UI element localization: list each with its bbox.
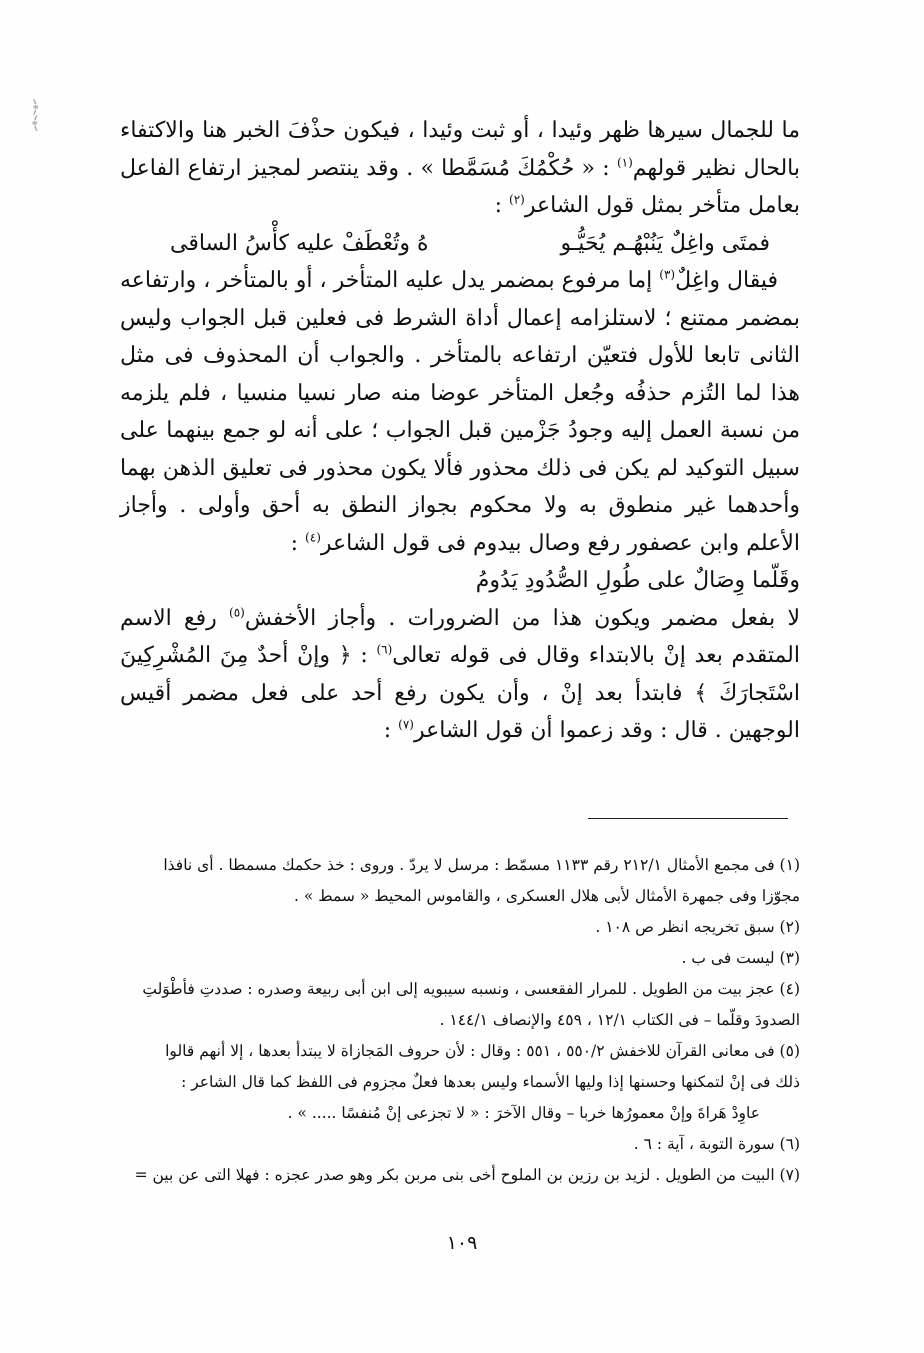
footnote-4: (٤) عجز بيت من الطويل . للمرار الفقعسى ، ونسبه سيبويه إلى ابن أبى ربيعة وصدره : صددتِ فأطْوَلتِ — [142, 980, 800, 998]
footnote-1: (١) فى مجمع الأمثال ٢١٢/١ رقم ١١٣٣ مسمّط : مرسل لا يردّ . وروى : خذ حكمك مسمطا . أى نافذا — [163, 856, 800, 874]
margin-mark: ﴿ ﴾ — [30, 97, 41, 134]
paragraph-3: لا بفعل مضمر ويكون هذا من الضرورات . وأجاز الأخفش$^{(٥)}$ رفع الاسم المتقدم بعد إنْ بالابتداء وقال فى قوله تعالى$^{(٦)}$ : ﴿ وإنْ أحدٌ مِنَ المُشْرِكِينَ اسْتَجارَكَ ﴾ فابتدأ بعد إنْ ، وأن يكون رفع أحد على فعل مضمر أقيس الوجهين . قال : وقد زعموا أن قول الشاعر$^{(٧)}$ : — [120, 605, 801, 743]
verse-1 — [120, 225, 800, 263]
footnote-ref-4[interactable]: (٤) — [305, 530, 321, 545]
footnote-ref-1[interactable]: (١) — [616, 155, 633, 170]
footnote-ref-6[interactable]: (٦) — [376, 642, 393, 657]
footnote-divider — [588, 818, 788, 819]
page-number: ١٠٩ — [446, 1232, 478, 1254]
footnote-5-cont: ذلك فى إنْ لتمكنها وحسنها إذا وليها الأسماء وليس بعدها فعلٌ مجزوم فى اللفظ كما قال الشاعر : — [181, 1073, 800, 1091]
footnote-ref-7[interactable]: (٧) — [398, 717, 414, 732]
footnote-1-cont: مجوّزا وفى جمهرة الأمثال لأبى هلال العسكرى ، والقاموس المحيط « سمط » . — [293, 887, 800, 905]
footnote-ref-5[interactable]: (٥) — [229, 605, 245, 620]
verse-1-second-hemistich: هُ وتُعْطَفْ عليه كأْسُ الساقى — [170, 230, 429, 256]
footnote-3: (٣) ليست فى ب . — [681, 949, 800, 967]
footnotes — [120, 850, 800, 1191]
footnote-ref-2[interactable]: (٢) — [509, 192, 525, 207]
footnote-ref-3[interactable]: (٣) — [659, 267, 676, 282]
main-text — [120, 112, 800, 750]
footnote-4-cont: الصدودَ وقلّما – فى الكتاب ١٢/١ ، ٤٥٩ والإنصاف ١٤٤/١ . — [439, 1011, 800, 1029]
verse-1-first-hemistich: فمتَى واغِلٌ يَنُبْهُـم يُحَيُّـو — [560, 230, 770, 256]
paragraph-2: فيقال واغِلٌ$^{(٣)}$ إما مرفوع بمضمر يدل عليه المتأخر ، أو بالمتأخر ، وارتفاعه بمضمر ممتنع ؛ لاستلزامه إعمال أداة الشرط فى فعلين قبل الجواب وليس الثانى تابعا للأول فتعيّن ارتفاعه بالمتأخر . والجواب أن المحذوف فى مثل هذا لما التُزم حذفُه وجُعل المتأخر عوضا منه صار نسيا منسيا ، فلم يلزمه من نسبة العمل إليه وجودُ جَزْمين قبل الجواب ؛ على أنه لو جمع بينهما على سبيل التوكيد لم يكن فى ذلك محذور فألا يكون محذور فى تعليق الذهن بهما وأحدهما غير منطوق به ولا محكوم بجواز النطق به أحق وأولى . وأجاز الأعلم وابن عصفور رفع وصال بيدوم فى قول الشاعر$^{(٤)}$ : — [120, 267, 800, 556]
footnote-6: (٦) سورة التوبة ، آية : ٦ . — [633, 1135, 800, 1153]
paragraph-1: ما للجمال سيرها ظهر وئيدا ، أو ثبت وئيدا ، فيكون حذْفَ الخبر هنا والاكتفاء بالحال نظير قولهم$^{(١)}$ : « حُكْمُكَ مُسَمَّطا » . وقد ينتصر لمجيز ارتفاع الفاعل بعامل متأخر بمثل قول الشاعر$^{(٢)}$ : — [120, 118, 800, 218]
footnote-7: (٧) البيت من الطويل . لزيد بن رزين بن الملوح أخى بنى مربن بكر وهو صدر عجزه : فهلا التى عن بين = — [134, 1166, 800, 1184]
footnote-5-verse: عاوِدْ هَراةَ وإنْ معمورُها خربا – وقال الآخرَ : « لا تجزعى إنْ مُنفسًا ..... » . — [287, 1104, 760, 1122]
footnote-5: (٥) فى معانى القرآن للاخفش ٥٥٠/٢ ، ٥٥١ : وقال : لأن حروف المَجازاة لا يبتدأ بعدها ، إلا أنهم قالوا — [165, 1042, 800, 1060]
verse-2: وقَلّما وِصَالٌ على طُولِ الصُّدُودِ يَدُومُ — [475, 568, 800, 593]
footnote-2: (٢) سبق تخريجه انظر ص ١٠٨ . — [595, 918, 800, 936]
